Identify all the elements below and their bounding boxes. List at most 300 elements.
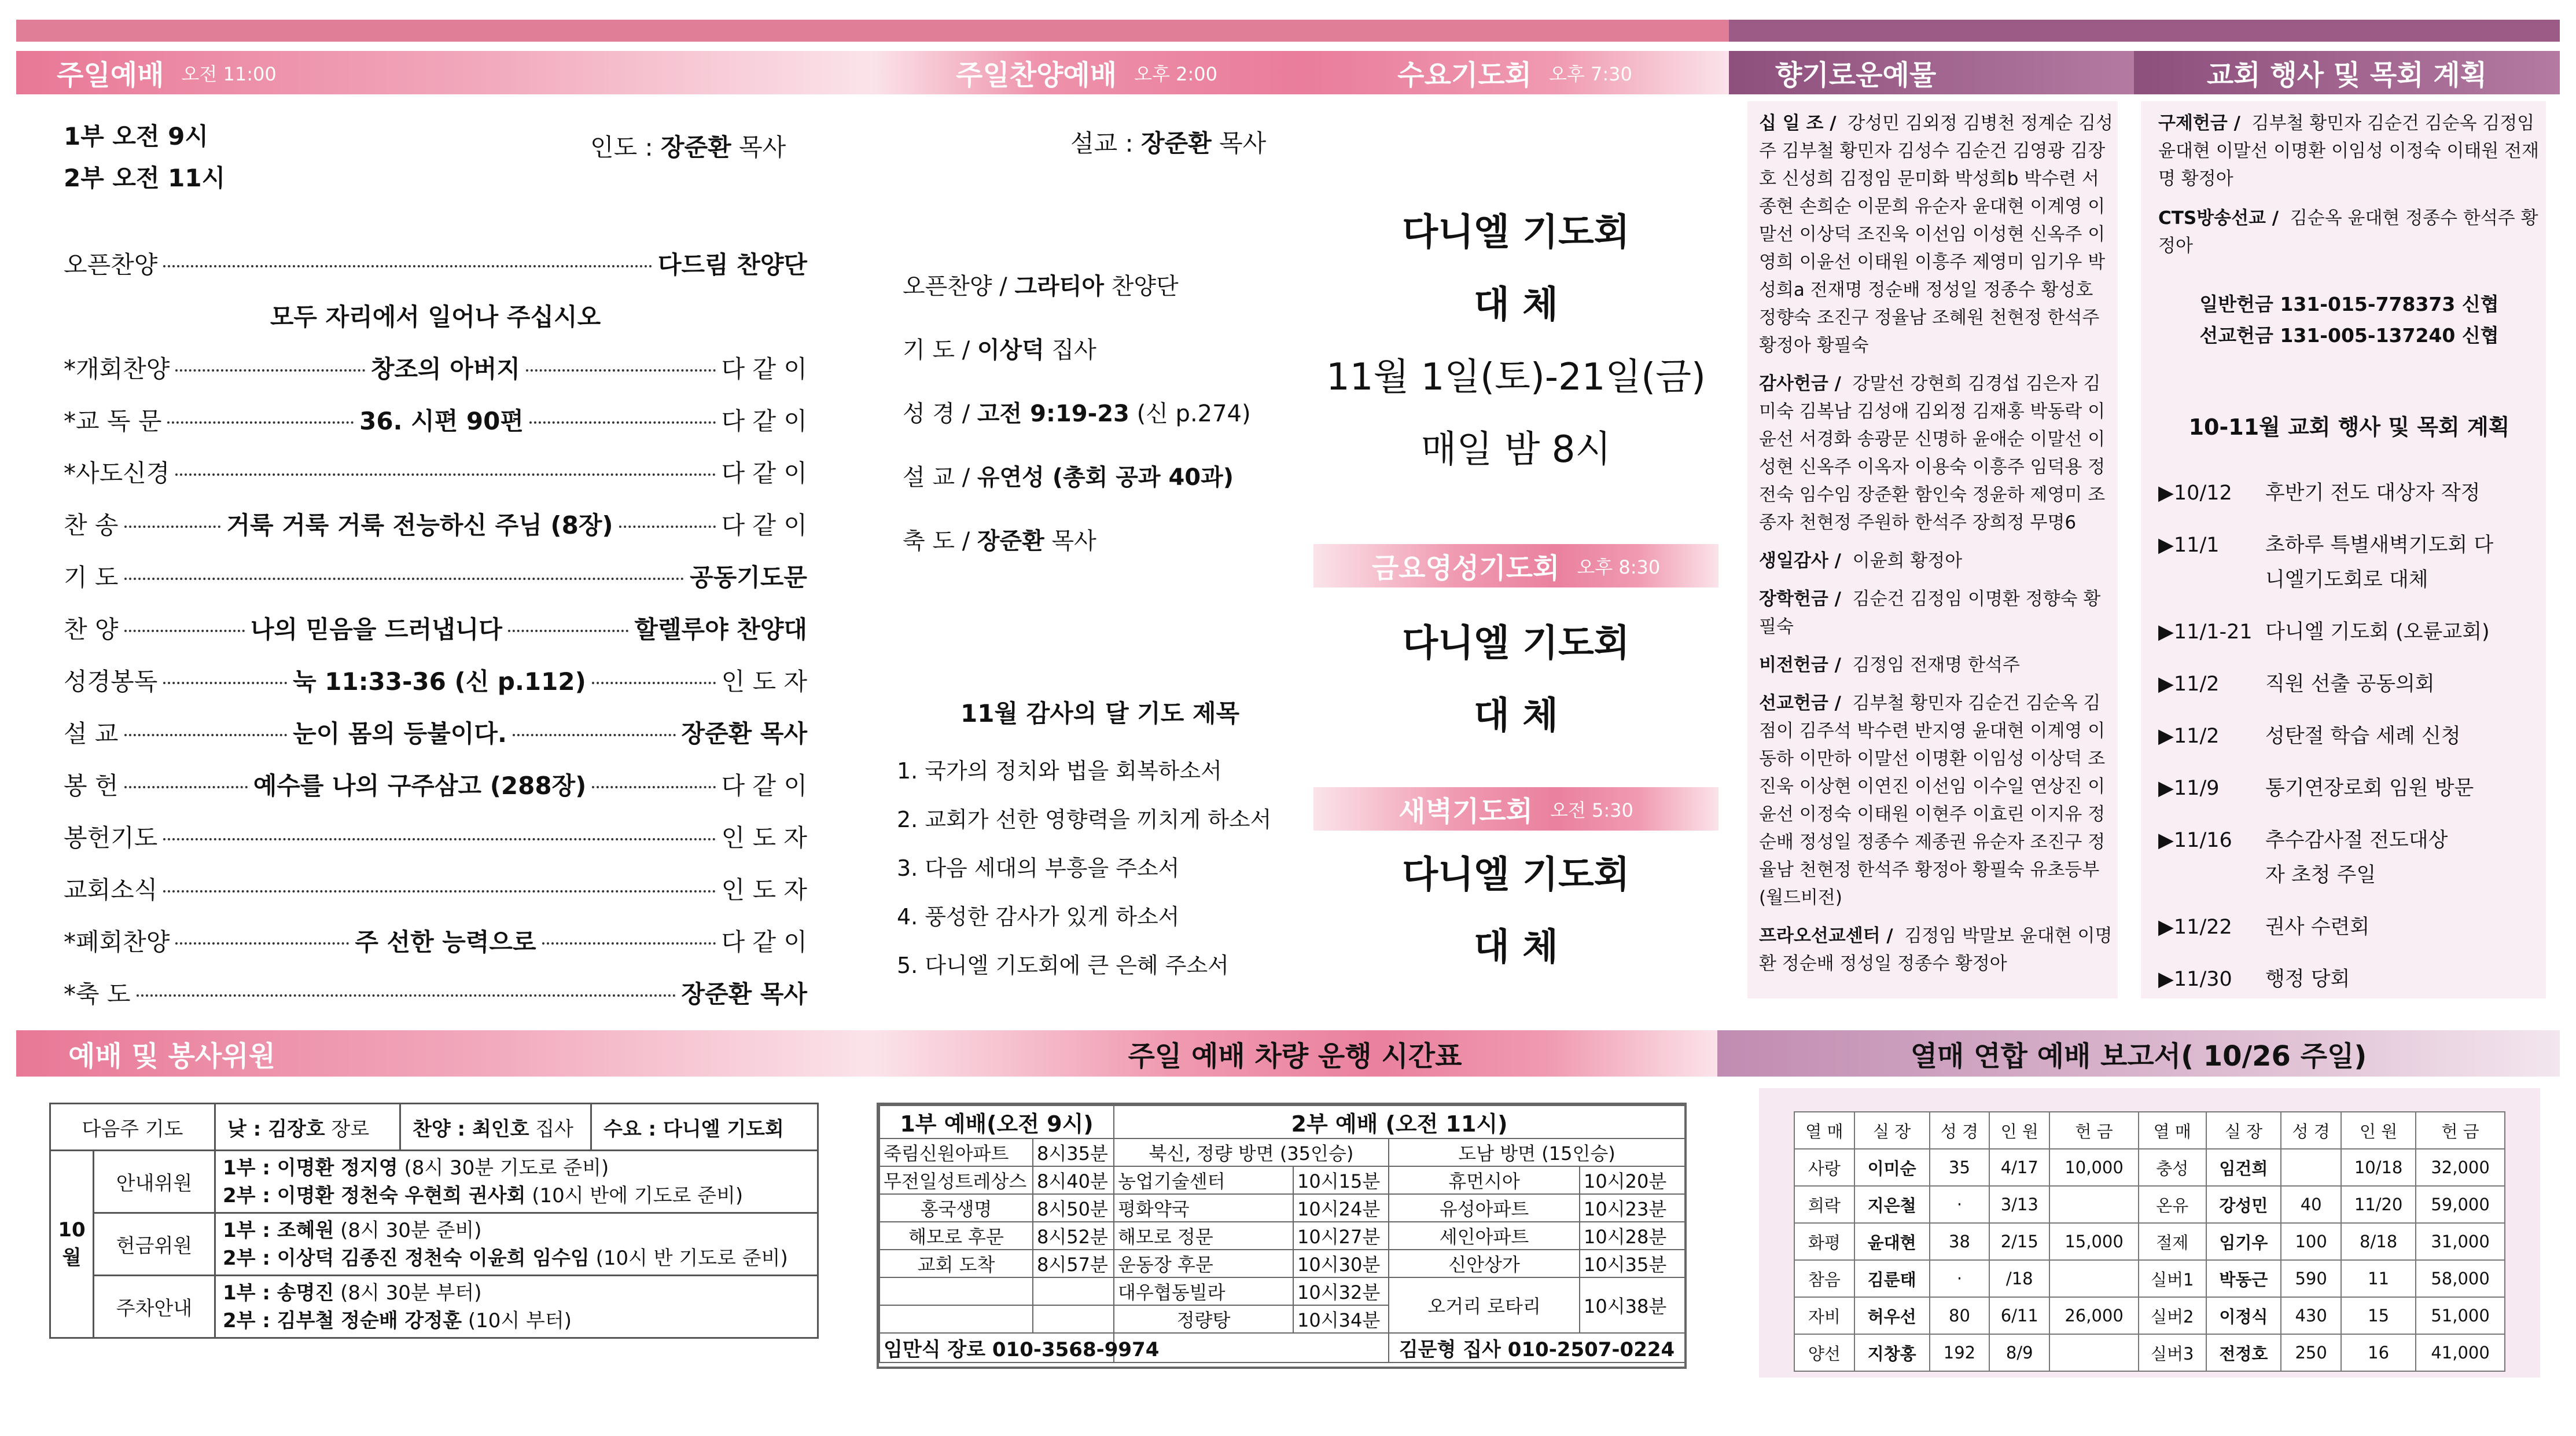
bus-time: 10시23분 [1580,1194,1685,1222]
offering-box [1747,101,2118,998]
praise-preacher [1070,124,1266,159]
header-report [1717,1030,2560,1077]
report-cell: 실버1 [2139,1260,2206,1297]
order-row [64,767,807,802]
bus-time [1033,1277,1114,1305]
report-header: 헌 금 [2416,1112,2505,1149]
header-wed-time: 오후 7:30 [1548,63,1632,85]
header-report-title: 열매 연합 예배 보고서( 10/26 주일) [1910,1040,2367,1073]
report-header: 열 매 [1794,1112,1854,1149]
header-bus [873,1030,1717,1077]
bus-stop [879,1305,1033,1333]
order-content: 거룩 거룩 거룩 전능하신 주님 (8장) [226,511,613,539]
report-cell: 10,000 [2049,1149,2139,1186]
order-label: 오픈찬양 [64,251,158,279]
bus-stop: 세인아파트 [1389,1222,1580,1250]
top-band-purple [1729,20,2560,42]
order-content: 36. 시편 90편 [359,407,524,435]
bus-grid [879,1105,1686,1363]
header-dawn-time: 오전 5:30 [1550,799,1633,821]
leader-dots [592,682,716,684]
staff-line1: 1부 : 송명진 [223,1281,334,1305]
offering-entry [1759,651,2113,679]
offering-label: 감사헌금 / [1759,373,1841,394]
offering-names: 강성민 김외정 김병천 정계순 김성주 김부철 황민자 김성수 김순건 김영광 김장호 신성희 김정임 문미화 박성희b 박수련 서종현 손희순 이문희 유순자 윤대현 이계영 이말선 이상덕 조진욱 이선임 이성현 신옥주 이영희 이윤선 이태원 이흥주 제영미 임기우 박성희a 전재명 정순배 정성일 정종수 황성호 정향숙 조진구 정율남 조혜원 천현정 한석주 황정아 황필숙 [1759,113,2113,356]
header-staff-title: 예배 및 봉사위원 [68,1040,275,1073]
plan-text: 성탄절 학습 세례 신청 [2265,725,2461,748]
plan-list [2158,476,2540,997]
order-label: 봉 헌 [64,772,119,800]
staff-line2-note: (10시 반에 기도로 준비) [532,1184,744,1207]
praise-item [903,318,1251,382]
next-day-name: 낮 : 김장호 [227,1117,325,1141]
report-cell: 이정식 [2206,1297,2281,1334]
order-row [64,663,807,697]
order-right: 장준환 목사 [681,980,807,1008]
offering-entry [1759,109,2113,359]
plan-item [2158,823,2540,893]
table-row [1794,1260,2505,1297]
account-mission: 선교헌금 131-005-137240 신협 [2199,324,2499,347]
order-content: 창조의 아버지 [370,355,520,383]
sunday-leader-title: 목사 [739,133,786,161]
leader-dots [508,630,628,632]
order-row [64,246,807,281]
praise-item [903,509,1251,573]
plan-text: 초하루 특별새벽기도회 다니엘기도회로 대체 [2265,534,2494,592]
table-row [879,1166,1685,1194]
bus-time: 10시30분 [1293,1250,1389,1277]
praise-item-tail: 집사 [1051,337,1096,363]
report-cell: 8/18 [2341,1223,2416,1260]
report-cell: 충성 [2139,1149,2206,1186]
order-row [64,975,807,1010]
order-row [64,819,807,854]
header-fri [1313,544,1718,587]
table-row [879,1277,1685,1305]
prayer-list [897,747,1271,990]
header-fri-title: 금요영성기도회 [1371,552,1560,585]
report-cell: 2/15 [1989,1223,2049,1260]
praise-item [903,255,1251,318]
order-label: *교 독 문 [64,407,162,435]
next-wed [592,1113,817,1141]
relief-names: 김부철 황민자 김순건 김순옥 김정임 윤대현 이말선 이명환 이임성 이정숙 이태원 전재명 황정아 [2158,113,2540,189]
offering-names: 김정임 박말보 윤대현 이명환 정순배 정성일 정종수 황정아 [1759,925,2113,974]
report-header: 성 경 [1930,1112,1990,1149]
report-cell: 100 [2281,1223,2341,1260]
wed-line1: 다니엘 기도회 [1402,211,1630,254]
report-cell: 41,000 [2416,1334,2505,1371]
table-row [1794,1112,2505,1149]
table-row [879,1333,1685,1362]
report-cell: 4/17 [1989,1149,2049,1186]
sunday-service-2: 2부 오전 11시 [64,164,226,192]
report-box [1759,1088,2540,1378]
report-cell: 26,000 [2049,1297,2139,1334]
plan-item [2158,667,2540,702]
bank-accounts [2158,289,2540,351]
staff-line2: 2부 : 이상덕 김종진 정천숙 이윤희 임수임 [223,1246,590,1270]
leader-dots [175,942,349,945]
order-row [64,350,807,385]
plan-text: 행정 당회 [2265,968,2350,991]
bus-stop: 휴먼시아 [1389,1166,1580,1194]
leader-dots [167,421,354,424]
bus-time: 10시20분 [1580,1166,1685,1194]
cts-offering [2158,204,2540,260]
next-day [216,1104,401,1149]
relief-label: 구제헌금 / [2158,113,2240,134]
offering-names: 김정임 전재명 한석주 [1852,655,2020,675]
staff-line2-note: (10시 부터) [468,1309,572,1332]
table-row [879,1250,1685,1277]
plan-date: ▶11/1-21 [2158,620,2253,644]
staff-table [49,1103,819,1339]
report-cell: 희락 [1794,1186,1854,1223]
report-cell: 51,000 [2416,1297,2505,1334]
dawn-line2: 대 체 [1474,926,1558,969]
report-cell: 15 [2341,1297,2416,1334]
next-week-label: 다음주 기도 [50,1104,215,1151]
staff-role: 주차안내 [94,1276,215,1338]
header-wed [1301,51,1729,94]
report-cell: 허우선 [1854,1297,1930,1334]
leader-dots [175,473,715,476]
bus-stop: 평화약국 [1114,1194,1293,1222]
praise-item-label: 오픈찬양 / [903,273,1007,300]
header-praise [873,51,1301,94]
header-wed-title: 수요기도회 [1397,59,1532,91]
report-cell: 참음 [1794,1260,1854,1297]
report-cell: 자비 [1794,1297,1854,1334]
next-praise-title: 집사 [535,1117,574,1141]
report-cell: 양선 [1794,1334,1854,1371]
table-row [50,1276,818,1338]
offering-label: 생일감사 / [1759,550,1841,571]
plan-item [2158,528,2540,597]
prayer-item: 4. 풍성한 감사가 있게 하소서 [897,904,1180,930]
praise-item-tail: (신 p.274) [1136,401,1251,427]
header-sunday-title: 주일예배 [57,59,164,91]
order-right: 인 도 자 [721,876,807,904]
offering-entry [1759,547,2113,575]
report-cell [2049,1186,2139,1223]
report-header: 헌 금 [2049,1112,2139,1149]
report-table [1794,1111,2505,1372]
order-right: 다 같 이 [721,772,808,800]
wed-line2: 대 체 [1474,284,1558,326]
praise-item-label: 축 도 / [903,528,970,554]
order-content: 주 선한 능력으로 [355,928,536,956]
staff-line1-note: (8시 30분 준비) [340,1218,482,1242]
staff-month: 10월 [50,1151,94,1338]
order-label: *폐회찬양 [64,928,170,956]
offering-entry [1759,585,2113,641]
staff-role: 헌금위원 [94,1213,215,1276]
bus-stop: 죽림신원아파트 [879,1138,1033,1166]
order-content: 예수를 나의 구주삼고 (288장) [253,772,587,800]
report-cell: 250 [2281,1334,2341,1371]
report-cell: 192 [1930,1334,1990,1371]
staff-detail [215,1151,818,1213]
staff-line1: 1부 : 조혜원 [223,1218,334,1242]
header-dawn-title: 새벽기도회 [1399,795,1533,828]
leader-dots [619,526,716,528]
table-row [1794,1186,2505,1223]
bus-time: 10시15분 [1293,1166,1389,1194]
order-label: 찬 양 [64,615,119,644]
plan-date: ▶11/1 [2158,534,2220,557]
praise-preacher-label: 설교 : [1070,129,1134,157]
sunday-leader-name: 장준환 [661,133,731,161]
table-row [1794,1297,2505,1334]
staff-line1-note: (8시 30분 부터) [340,1281,482,1305]
bus-driver-1: 임만식 장로 010-3568-9974 [879,1333,1114,1362]
header-offering-title: 향기로운예물 [1775,59,1937,91]
plan-title: 10-11월 교회 행사 및 목회 계획 [2188,414,2510,440]
staff-detail [215,1276,818,1338]
report-header: 실 장 [2206,1112,2281,1149]
table-row [879,1194,1685,1222]
bus-route-north: 북신, 정량 방면 (35인승) [1114,1138,1389,1166]
leader-dots [124,630,245,632]
plan-item [2158,910,2540,945]
plan-date: ▶11/2 [2158,725,2220,748]
staff-role: 안내위원 [94,1151,215,1213]
report-cell: 40 [2281,1186,2341,1223]
header-fri-time: 오후 8:30 [1577,556,1661,578]
bus-route-south: 도남 방면 (15인승) [1389,1138,1685,1166]
dawn-line1: 다니엘 기도회 [1402,854,1630,897]
prayer-item: 3. 다음 세대의 부흥을 주소서 [897,855,1180,881]
report-header: 인 원 [2341,1112,2416,1149]
offering-names: 김부철 황민자 김순건 김순옥 김점이 김주석 박수련 반지영 윤대현 이계영 이동하 이만하 이말선 이명환 이임성 이상덕 조진욱 이상현 이연진 이선임 이수일 연상진 이윤선 이정숙 이태원 이현주 이효린 이지유 정순배 정성일 정종수 제종권 유순자 조진구 정율남 천현정 한석주 황정아 황필숙 유초등부(월드비전) [1759,693,2106,908]
staff-line2-note: (10시 반 기도로 준비) [595,1246,788,1270]
bus-time: 8시57분 [1033,1250,1114,1277]
offering-label: 비전헌금 / [1759,655,1841,675]
bus-header-2: 2부 예배 (오전 11시) [1114,1106,1685,1138]
leader-dots [137,994,676,997]
fri-line2: 대 체 [1474,695,1558,737]
praise-item-tail: 목사 [1051,528,1096,554]
report-cell: 지은철 [1854,1186,1930,1223]
report-cell: 8/9 [1989,1334,2049,1371]
report-cell: 실버2 [2139,1297,2206,1334]
order-right: 인 도 자 [721,667,808,696]
praise-item-value: 이상덕 [977,337,1044,363]
order-content: 눅 11:33-36 (신 p.112) [293,667,586,696]
order-row [64,506,807,541]
report-cell: · [1930,1260,1990,1297]
sunday-service-times [64,116,225,199]
order-row [64,611,807,645]
leader-dots [163,682,287,684]
next-wed-text: 수요 : 다니엘 기도회 [603,1117,784,1141]
offering-label: 십 일 조 / [1759,113,1837,134]
prayer-item: 5. 다니엘 기도회에 큰 은혜 주소서 [897,953,1229,978]
order-right: 인 도 자 [721,824,807,852]
order-right: 다드림 찬양단 [657,251,807,279]
plan-date: ▶11/30 [2158,968,2232,991]
wed-line3: 11월 1일(토)-21일(금) [1326,356,1706,399]
leader-dots [542,942,716,945]
bus-time: 8시50분 [1033,1194,1114,1222]
order-label: 봉헌기도 [64,824,158,852]
bus-table [877,1103,1687,1369]
offering-entry [1759,689,2113,912]
header-events-title: 교회 행사 및 목회 계획 [2206,59,2487,91]
bus-stop: 무전일성트레상스 [879,1166,1033,1194]
order-row [64,454,807,489]
report-cell: 윤대현 [1854,1223,1930,1260]
order-label: *개회찬양 [64,355,170,383]
table-row [50,1213,818,1276]
bus-time: 10시24분 [1293,1194,1389,1222]
table-row [1794,1149,2505,1186]
bus-driver-2: 김문형 집사 010-2507-0224 [1389,1333,1685,1362]
next-week-cell [215,1104,818,1151]
report-header: 열 매 [2139,1112,2206,1149]
bus-time: 10시38분 [1580,1277,1685,1333]
offering-label: 프라오선교센터 / [1759,925,1893,946]
wed-line4: 매일 밤 8시 [1421,428,1611,471]
plan-date: ▶11/22 [2158,916,2232,939]
report-cell: 전정호 [2206,1334,2281,1371]
report-cell: 58,000 [2416,1260,2505,1297]
bus-stop: 대우협동빌라 [1114,1277,1293,1305]
top-band-pink [16,20,1729,42]
table-row [879,1222,1685,1250]
plan-text: 통기연장로회 임원 방문 [2265,777,2474,800]
fri-line1: 다니엘 기도회 [1402,622,1630,665]
report-cell: 사랑 [1794,1149,1854,1186]
plan-text: 후반기 전도 대상자 작정 [2265,482,2481,505]
bus-header-1: 1부 예배(오전 9시) [879,1106,1114,1138]
fri-block [1302,608,1730,752]
order-row [64,923,807,958]
report-cell: 3/13 [1989,1186,2049,1223]
plan-item [2158,719,2540,754]
order-row [64,715,807,750]
offering-entry [1759,922,2113,978]
offering-names: 강말선 강현희 김경섭 김은자 김미숙 김복남 김성애 김외정 김재홍 박동락 이윤선 서경화 송광문 신명하 윤애순 이말선 이성현 신옥주 이옥자 이용숙 이흥주 임덕용 정전숙 임수임 장준환 함인숙 정윤하 제영미 조종자 천현정 주원하 한석주 장희정 무명6 [1759,373,2106,533]
order-label: 성경봉독 [64,667,158,696]
table-row [1794,1223,2505,1260]
plan-date: ▶10/12 [2158,482,2232,505]
offering-label: 장학헌금 / [1759,589,1841,609]
bus-stop: 정량탕 [1114,1305,1293,1333]
order-right: 다 같 이 [721,459,807,487]
praise-item-value: 그라티아 [1014,273,1105,300]
staff-line2: 2부 : 이명환 정천숙 우현희 권사회 [223,1184,526,1207]
offering-names: 김순건 김정임 이명환 정향숙 황필숙 [1759,589,2101,637]
plan-text: 직원 선출 공동의회 [2265,673,2435,696]
bus-stop: 운동장 후문 [1114,1250,1293,1277]
plan-text: 추수감사절 전도대상자 초청 주일 [2265,829,2448,887]
bus-time: 10시28분 [1580,1222,1685,1250]
praise-preacher-name: 장준환 [1141,129,1212,157]
prayer-item: 1. 국가의 정치와 법을 회복하소서 [897,758,1222,784]
header-dawn [1313,787,1718,831]
bus-time [1033,1305,1114,1333]
plan-text: 다니엘 기도회 (오륜교회) [2265,620,2490,644]
bus-stop: 유성아파트 [1389,1194,1580,1222]
report-cell: 이미순 [1854,1149,1930,1186]
cts-names: 김순옥 윤대현 정종수 한석주 황정아 [2158,208,2538,256]
bus-time: 10시27분 [1293,1222,1389,1250]
order-right: 할렐루야 찬양대 [634,615,808,644]
leader-dots [175,369,365,372]
table-row [1794,1334,2505,1371]
leader-dots [163,890,715,893]
header-events [2134,51,2560,94]
cts-label: CTS방송선교 / [2158,208,2279,229]
order-label: 설 교 [64,719,119,748]
plan-item [2158,476,2540,511]
next-praise [401,1104,592,1149]
leader-dots [124,786,248,788]
report-cell: 6/11 [1989,1297,2049,1334]
prayer-title: 11월 감사의 달 기도 제목 [961,699,1240,728]
plan-date: ▶11/9 [2158,777,2220,800]
report-cell: /18 [1989,1260,2049,1297]
report-cell: 임기우 [2206,1223,2281,1260]
praise-order [903,255,1251,573]
plan-date: ▶11/16 [2158,829,2232,852]
leader-dots [124,578,685,580]
praise-preacher-title: 목사 [1219,129,1267,157]
leader-dots [124,734,288,736]
praise-item-value: 고전 9:19-23 [977,401,1129,427]
bus-time: 10시35분 [1580,1250,1685,1277]
praise-item-label: 설 교 / [903,464,970,491]
praise-item-value: 유연성 (총회 공과 40과) [977,464,1234,491]
relief-offering [2158,109,2540,193]
report-cell: 임건희 [2206,1149,2281,1186]
sunday-leader-label: 인도 : [590,133,653,161]
plan-text: 권사 수련회 [2265,916,2370,939]
leader-dots [592,786,715,788]
report-cell: 32,000 [2416,1149,2505,1186]
bus-time: 10시34분 [1293,1305,1389,1333]
report-cell: 16 [2341,1334,2416,1371]
order-row [64,871,807,906]
header-praise-title: 주일찬양예배 [955,59,1117,91]
staff-detail [215,1213,818,1276]
header-staff [16,1030,873,1077]
order-label: *사도신경 [64,459,170,487]
report-cell: 화평 [1794,1223,1854,1260]
report-cell: 59,000 [2416,1186,2505,1223]
report-cell: 35 [1930,1149,1990,1186]
plan-date: ▶11/2 [2158,673,2220,696]
bus-time: 8시52분 [1033,1222,1114,1250]
order-label: 찬 송 [64,511,119,539]
praise-item-value: 장준환 [977,528,1044,554]
table-row [50,1104,818,1151]
praise-item [903,382,1251,446]
order-right: 공동기도문 [690,563,807,592]
report-cell: 절제 [2139,1223,2206,1260]
leader-dots [124,526,221,528]
prayer-item: 2. 교회가 선한 영향력을 끼치게 하소서 [897,807,1272,832]
order-right: 다 같 이 [721,928,807,956]
staff-line1: 1부 : 이명환 정지영 [223,1156,398,1180]
next-day-title: 장로 [331,1117,370,1141]
report-cell: 강성민 [2206,1186,2281,1223]
report-cell: 박동근 [2206,1260,2281,1297]
